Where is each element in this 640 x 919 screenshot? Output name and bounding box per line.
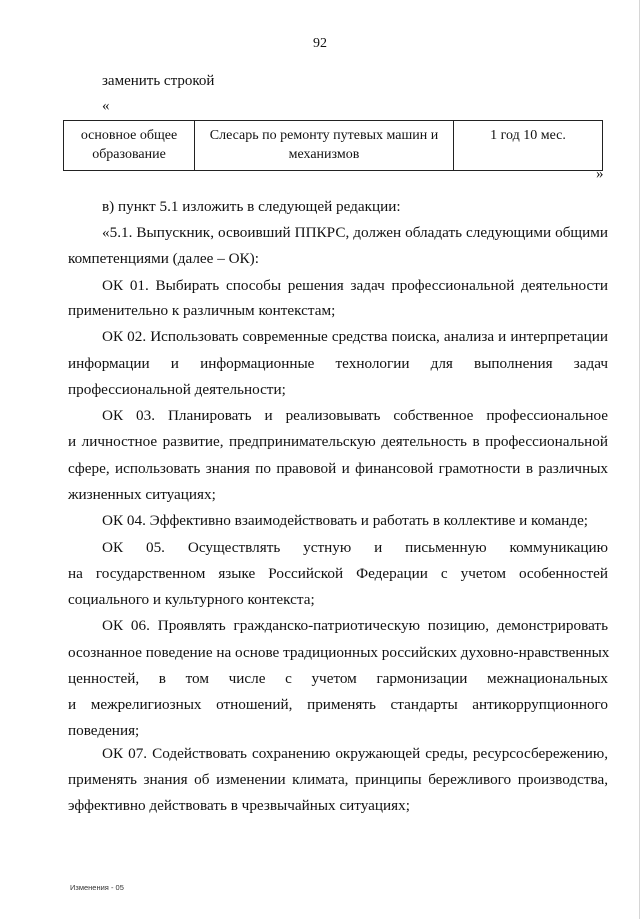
- text-line: и личностное развитие, предпринимательскую деятельность в профессиональной: [68, 433, 608, 450]
- qualification-table: [63, 120, 603, 171]
- table-row: [64, 121, 603, 171]
- footer-note: Изменения - 05: [70, 883, 124, 892]
- text-line: в) пункт 5.1 изложить в следующей редакции:: [102, 198, 401, 215]
- intro-text: заменить строкой: [102, 73, 215, 89]
- text-line: ОК 01. Выбирать способы решения задач профессиональной деятельности: [102, 277, 608, 294]
- text-line: сфере, использовать знания по правовой и финансовой грамотности в различных: [68, 460, 608, 477]
- text-line: профессиональной деятельности;: [68, 381, 286, 398]
- table-cell-education: основное общее образование: [64, 121, 195, 171]
- text-line: ОК 06. Проявлять гражданско-патриотическую позицию, демонстрировать: [102, 617, 608, 634]
- quote-close-mark: »: [596, 166, 604, 182]
- text-line: информации и информационные технологии для выполнения задач: [68, 355, 608, 372]
- text-line: «5.1. Выпускник, освоивший ППКРС, должен обладать следующими общими: [102, 224, 608, 241]
- table-cell-profession: Слесарь по ремонту путевых машин и механизмов: [195, 121, 454, 171]
- quote-open-mark: «: [102, 98, 110, 114]
- text-line: и межрелигиозных отношений, применять стандарты антикоррупционного: [68, 696, 608, 713]
- text-line: ОК 03. Планировать и реализовывать собственное профессиональное: [102, 407, 608, 424]
- text-line: ОК 05. Осуществлять устную и письменную коммуникацию: [102, 539, 608, 556]
- text-line: ОК 02. Использовать современные средства поиска, анализа и интерпретации: [102, 328, 608, 345]
- page-number: 92: [313, 36, 327, 51]
- text-line: жизненных ситуациях;: [68, 486, 216, 503]
- text-line: ОК 04. Эффективно взаимодействовать и работать в коллективе и команде;: [102, 512, 589, 529]
- text-line: ценностей, в том числе с учетом гармонизации межнациональных: [68, 670, 608, 687]
- text-line: на государственном языке Российской Федерации с учетом особенностей: [68, 565, 608, 582]
- text-line: осознанное поведение на основе традиционных российских духовно-нравственных: [68, 644, 610, 661]
- text-line: ОК 07. Содействовать сохранению окружающей среды, ресурсосбережению,: [102, 745, 608, 762]
- text-line: социального и культурного контекста;: [68, 591, 315, 608]
- text-line: эффективно действовать в чрезвычайных ситуациях;: [68, 797, 410, 814]
- text-line: применять знания об изменении климата, принципы бережливого производства,: [68, 771, 608, 788]
- text-line: применительно к различным контекстам;: [68, 302, 336, 319]
- text-line: компетенциями (далее – ОК):: [68, 250, 259, 267]
- text-line: поведения;: [68, 722, 140, 739]
- table-cell-duration: 1 год 10 мес.: [454, 121, 603, 171]
